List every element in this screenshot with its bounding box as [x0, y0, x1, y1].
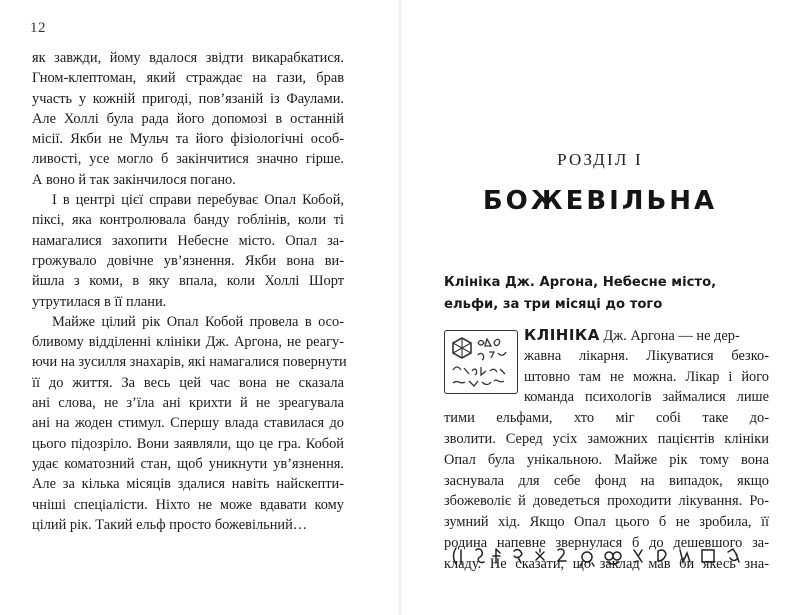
text-line: зумний хід. Якщо Опал цього б не зробила, її	[444, 514, 769, 531]
text-line: ливості, усе могло б закінчитися значно гірше.	[32, 151, 344, 168]
text-line: намагалися захопити Небесне місто. Опал за-	[32, 232, 344, 249]
text-line: збожеволіє й доведеться проходити лікування. Ро-	[444, 493, 769, 510]
text-line: штовно там не можна. Лікар і його	[524, 368, 769, 385]
text-line: удає коматозний стан, щоб уникнути ув’язнення.	[32, 455, 344, 472]
dropcap-word: КЛІНІКА	[524, 326, 600, 344]
text-line: бливому відділенні клініки Дж. Аргона, не реагу-	[32, 334, 344, 351]
text-line: Майже цілий рік Опал Кобой провела в осо-	[52, 313, 344, 330]
text-line: А воно й так закінчилося погано.	[32, 171, 236, 188]
text-line: грожувало довічне ув’язнення. Якби вона ви-	[32, 252, 344, 269]
page-number: 12	[30, 20, 46, 36]
text-line: цілий рік. Такий ельф просто божевільний…	[32, 516, 308, 533]
text-line: заснувала для себе фонд на випадок, якщо	[444, 472, 769, 489]
text-line: утрутилася в її плани.	[32, 293, 167, 310]
text-line: місії. Якби не Мульч та його фізіологічні особ-	[32, 131, 344, 148]
right-page	[400, 0, 800, 615]
right-page-text	[444, 325, 769, 575]
text-line: жавна лікарня. Лікуватися безко-	[524, 347, 769, 364]
text-line: ані на жоден стимул. Спершу влада ставилася до	[32, 415, 344, 432]
text-line: участь у кожній пригоді, пов’язаній із Фаулами.	[32, 90, 344, 107]
text-line: ані слова, не з’їла ані крихти й не зреагувала	[32, 395, 344, 412]
text-line: її до життя. За весь цей час вона не сказала	[32, 374, 344, 391]
chapter-label: РОЗДІЛ I	[557, 150, 643, 169]
text-line: чніші спеціалісти. Ніхто не може вдавати кому	[32, 496, 344, 513]
text-line: Але за кілька місяців здалися навіть найскепти-	[32, 476, 344, 493]
text-line: Опал була унікальною. Майже рік тому вона	[444, 451, 769, 468]
gnommish-glyph-row-icon	[452, 544, 772, 568]
text-line: зволити. Серед усіх заможних пацієнтів клініки	[444, 430, 769, 447]
first-line-rest: Дж. Аргона — не дер-	[599, 328, 740, 344]
text-line: тими ельфами, хто міг собі таке до-	[444, 410, 769, 427]
text-line: цього підозріло. Вони заявляли, що це гра. Кобой	[32, 435, 344, 452]
subheading-line: Клініка Дж. Аргона, Небесне місто,	[444, 275, 717, 290]
text-line: йшла з коми, в яку впала, коли Холлі Шорт	[32, 273, 344, 290]
text-line: як завжди, йому вдалося звідти викарабкатися.	[32, 50, 344, 66]
text-line: Гном-клептоман, який страждає на гази, брав	[32, 70, 344, 87]
text-line: кладу. Не сказати, що заклад мав би якесь зна-	[444, 555, 769, 572]
text-line: ючи на зусилля знахарів, які намагалися повернути	[32, 354, 347, 371]
chapter-title: БОЖЕВІЛЬНА	[482, 186, 718, 216]
text-line: родина напевне звернулася б до дешевшого за-	[444, 534, 769, 551]
text-line: команда психологів займалися лише	[524, 389, 769, 406]
text-line: І в центрі цієї справи перебуває Опал Кобой,	[52, 192, 344, 209]
text-line: Але Холлі була рада його допомозі в останній	[32, 110, 344, 127]
text-line: піксі, яка контролювала банду гоблінів, коли ті	[32, 212, 344, 229]
subheading-line: ельфи, за три місяці до того	[444, 297, 663, 312]
chapter-subheading	[444, 272, 768, 316]
text-line	[524, 325, 769, 346]
left-page-text	[32, 48, 347, 535]
